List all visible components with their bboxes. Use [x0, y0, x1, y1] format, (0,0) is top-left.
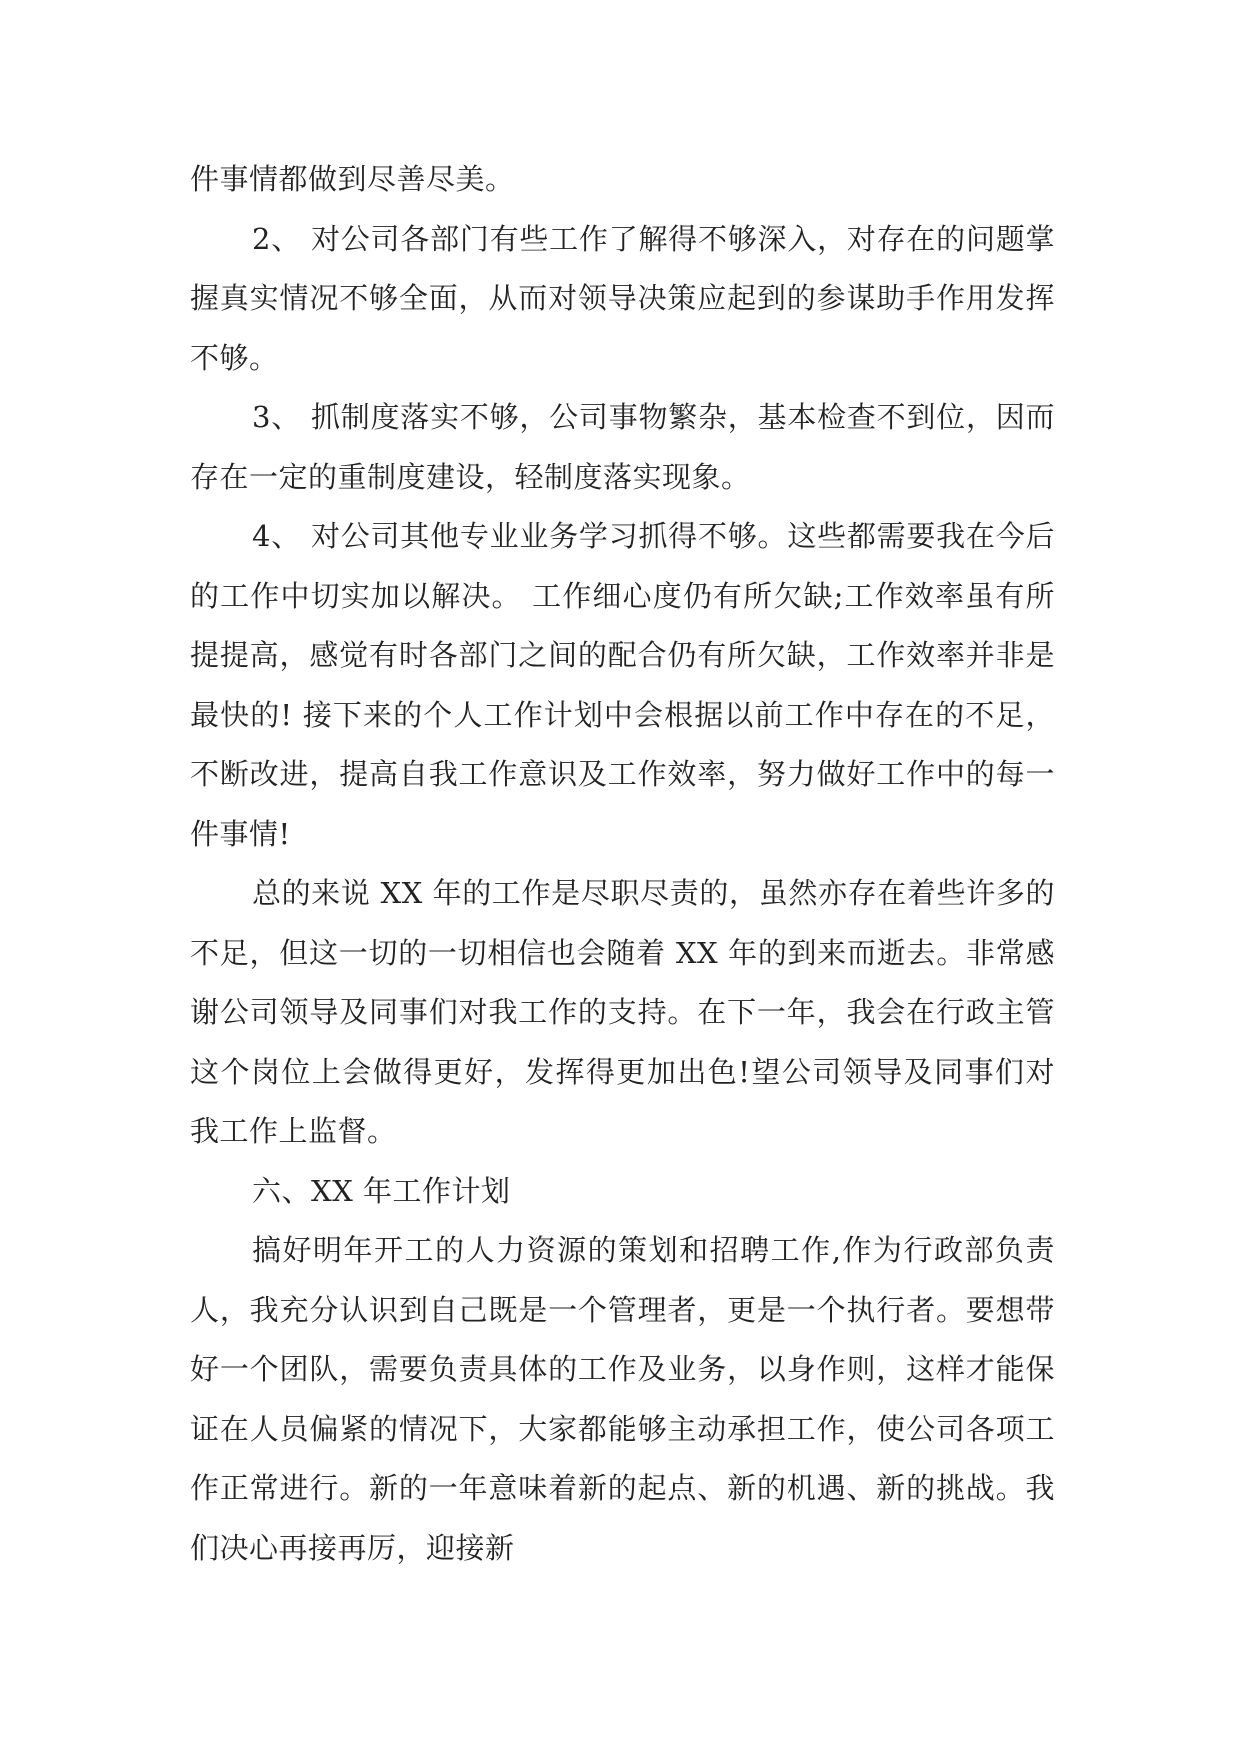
document-body: [190, 150, 1055, 1578]
paragraph-summary: 总的来说 XX 年的工作是尽职尽责的，虽然亦存在着些许多的不足，但这一切的一切相信也会随着 XX 年的到来而逝去。非常感谢公司领导及同事们对我工作的支持。在下一年，我会在行政主管这个岗位上会做得更好，发挥得更加出色!望公司领导及同事们对我工作上监督。: [190, 876, 1055, 1148]
paragraph-item-2: 2、 对公司各部门有些工作了解得不够深入，对存在的问题掌握真实情况不够全面，从而对领导决策应起到的参谋助手作用发挥不够。: [190, 221, 1055, 375]
paragraph-item-4: 4、 对公司其他专业业务学习抓得不够。这些都需要我在今后的工作中切实加以解决。 工作细心度仍有所欠缺;工作效率虽有所提提高，感觉有时各部门之间的配合仍有所欠缺，工作效率并非是最快的! 接下来的个人工作计划中会根据以前工作中存在的不足，不断改进，提高自我工作意识及工作效率，努力做好工作中的每一件事情!: [190, 519, 1055, 851]
paragraph-plan: 搞好明年开工的人力资源的策划和招聘工作,作为行政部负责人，我充分认识到自己既是一个管理者，更是一个执行者。要想带好一个团队，需要负责具体的工作及业务，以身作则，这样才能保证在人员偏紧的情况下，大家都能够主动承担工作，使公司各项工作正常进行。新的一年意味着新的起点、新的机遇、新的挑战。我们决心再接再厉，迎接新: [190, 1233, 1055, 1565]
paragraph-continuation: 件事情都做到尽善尽美。: [190, 162, 515, 196]
paragraph-item-3: 3、 抓制度落实不够，公司事物繁杂，基本检查不到位，因而存在一定的重制度建设，轻制度落实现象。: [190, 400, 1055, 494]
section-heading: 六、XX 年工作计划: [252, 1173, 511, 1208]
